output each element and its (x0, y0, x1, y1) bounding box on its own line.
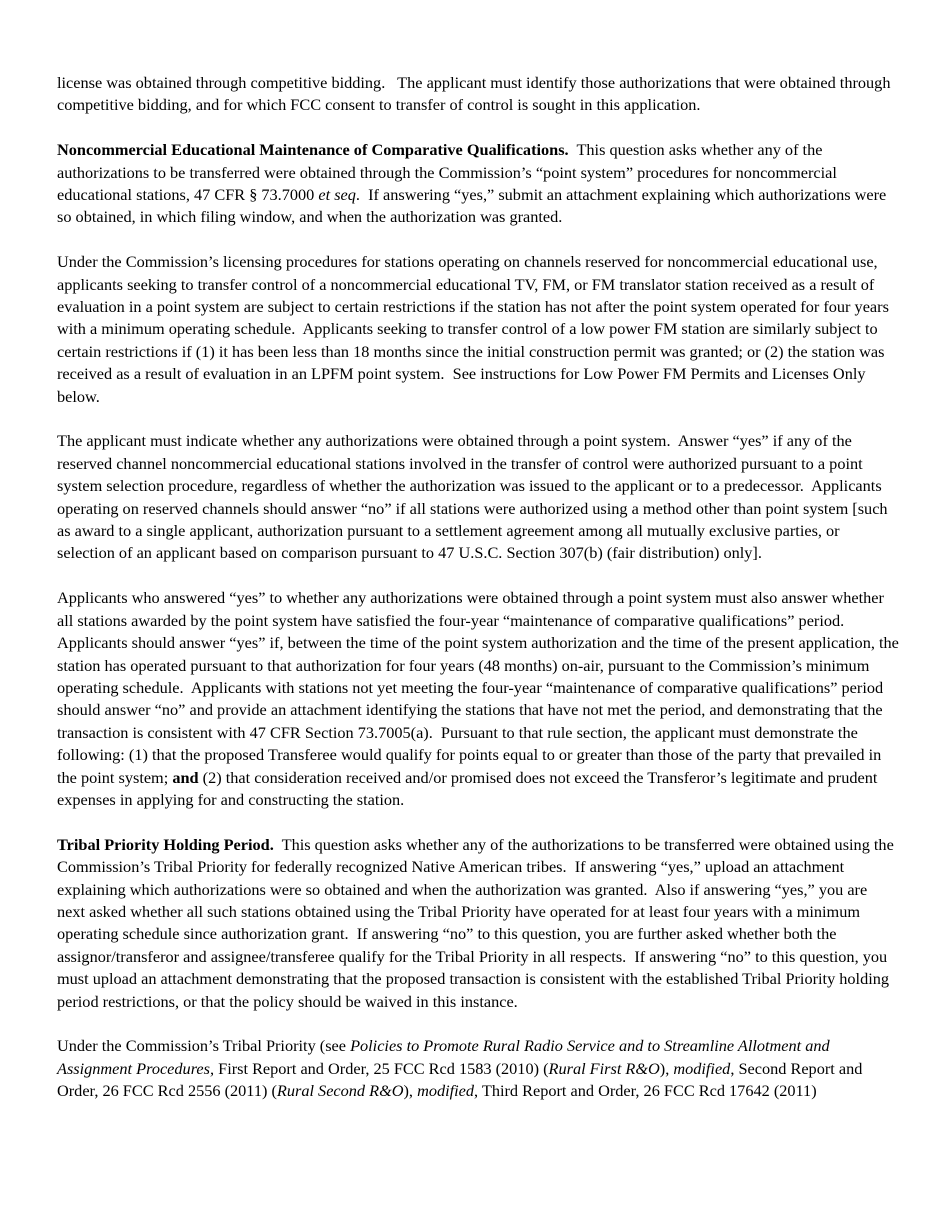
text-run: This question asks whether any of the authorizations to be transferred were obtained through the Commission’s “point system” procedures for noncommercial educational stations, 47 CFR § 73.7000 (57, 140, 842, 205)
text-run: Rural Second R&O (276, 1081, 404, 1101)
paragraph-tribal-priority-heading (57, 834, 899, 1013)
text-run: license was obtained through competitive bidding. The applicant must identify those authorizations that were obtained through competitive bidding, and for which FCC consent to transfer of control is sought in this application. (57, 73, 895, 115)
document-text-block (57, 72, 903, 1125)
text-run: Under the Commission’s Tribal Priority (see (57, 1036, 351, 1056)
text-run: , Third Report and Order, 26 FCC Rcd 17642 (2011) (474, 1081, 817, 1101)
text-run: . If answering “yes,” submit an attachment explaining which authorizations were so obtained, in which filing window, and when the authorization was granted. (57, 185, 891, 227)
text-run: , Second Report and Order, 26 FCC Rcd 2556 (2011) ( (57, 1058, 867, 1101)
paragraph-nce-maintenance-heading (57, 139, 899, 229)
text-run: Policies to Promote Rural Radio Service and to Streamline Allotment and Assignment Procedures, (57, 1036, 834, 1078)
paragraph-point-system-indication (57, 430, 899, 564)
text-run: First Report and Order, 25 FCC Rcd 1583 (2010) ( (214, 1058, 549, 1078)
text-run: ), (403, 1081, 418, 1101)
text-run: (2) that consideration received and/or promised does not exceed the Transferor’s legitimate and prudent expenses in applying for and constructing the station. (57, 767, 882, 809)
text-run: and (172, 767, 199, 787)
text-run: Under the Commission’s licensing procedures for stations operating on channels reserved for noncommercial educational use, applicants seeking to transfer control of a noncommercial educational TV, FM, or FM translator station received as a result of evaluation in a point system are subject to certain restrictions if the station has not after the point system operated for four years with a minimum operating schedule. Applicants seeking to transfer control of a low power FM station are similarly subject to certain restrictions if (1) it has been less than 18 months since the initial construction permit was granted; or (2) the station was received as a result of evaluation in an LPFM point system. See instructions for Low Power FM Permits and Licenses Only below. (57, 252, 893, 406)
text-run: Applicants who answered “yes” to whether any authorizations were obtained through a point system must also answer whether all stations awarded by the point system have satisfied the four-year “maintenance of comparative qualifications” period. Applicants should answer “yes” if, between the time of the point system authorization and the time of the present application, the station has operated pursuant to that authorization for four years (48 months) on-air, pursuant to the Commission’s minimum operating schedule. Applicants with stations not yet meeting the four-year “maintenance of comparative qualifications” period should answer “no” and provide an attachment identifying the stations that have not met the period, and demonstrating that the transaction is consistent with 47 CFR Section 73.7005(a). Pursuant to that rule section, the applicant must demonstrate the following: (1) that the proposed Transferee would qualify for points equal to or greater than those of the party that prevailed in the point system; (57, 588, 903, 787)
paragraph-competitive-bidding (57, 72, 899, 117)
text-run: Rural First R&O (548, 1058, 660, 1078)
text-run: et seq (318, 185, 356, 205)
text-run: ), (659, 1058, 674, 1078)
text-run: modified (673, 1058, 731, 1078)
text-run: Tribal Priority Holding Period. (57, 834, 274, 854)
paragraph-tribal-priority-citations (57, 1035, 899, 1102)
paragraph-licensing-procedures (57, 251, 899, 408)
paragraph-maintenance-period (57, 587, 903, 811)
text-run: Noncommercial Educational Maintenance of Comparative Qualifications. (57, 140, 569, 160)
text-run: This question asks whether any of the authorizations to be transferred were obtained using the Commission’s Tribal Priority for federally recognized Native American tribes. If answering “yes,” upload an attachment explaining which authorizations were so obtained and when the authorization was granted. Also if answering “yes,” you are next asked whether all such stations obtained using the Tribal Priority have operated for at least four years with a minimum operating schedule since authorization grant. If answering “no” to this question, you are further asked whether both the assignor/transferor and assignee/transferee qualify for the Tribal Priority in all respects. If answering “no” to this question, you must upload an attachment demonstrating that the proposed transaction is consistent with the established Tribal Priority holding period restrictions, or that the policy should be waived in this instance. (57, 834, 898, 1011)
text-run: modified (417, 1081, 475, 1101)
text-run: The applicant must indicate whether any authorizations were obtained through a point system. Answer “yes” if any of the reserved channel noncommercial educational stations involved in the transfer of control were authorized pursuant to a point system selection procedure, regardless of whether the authorization was issued to the applicant or to a predecessor. Applicants operating on reserved channels should answer “no” if all stations were authorized using a method other than point system [such as award to a single applicant, authorization pursuant to a settlement agreement among all mutually exclusive parties, or selection of an applicant based on comparison pursuant to 47 U.S.C. Section 307(b) (fair distribution) only]. (57, 431, 892, 563)
